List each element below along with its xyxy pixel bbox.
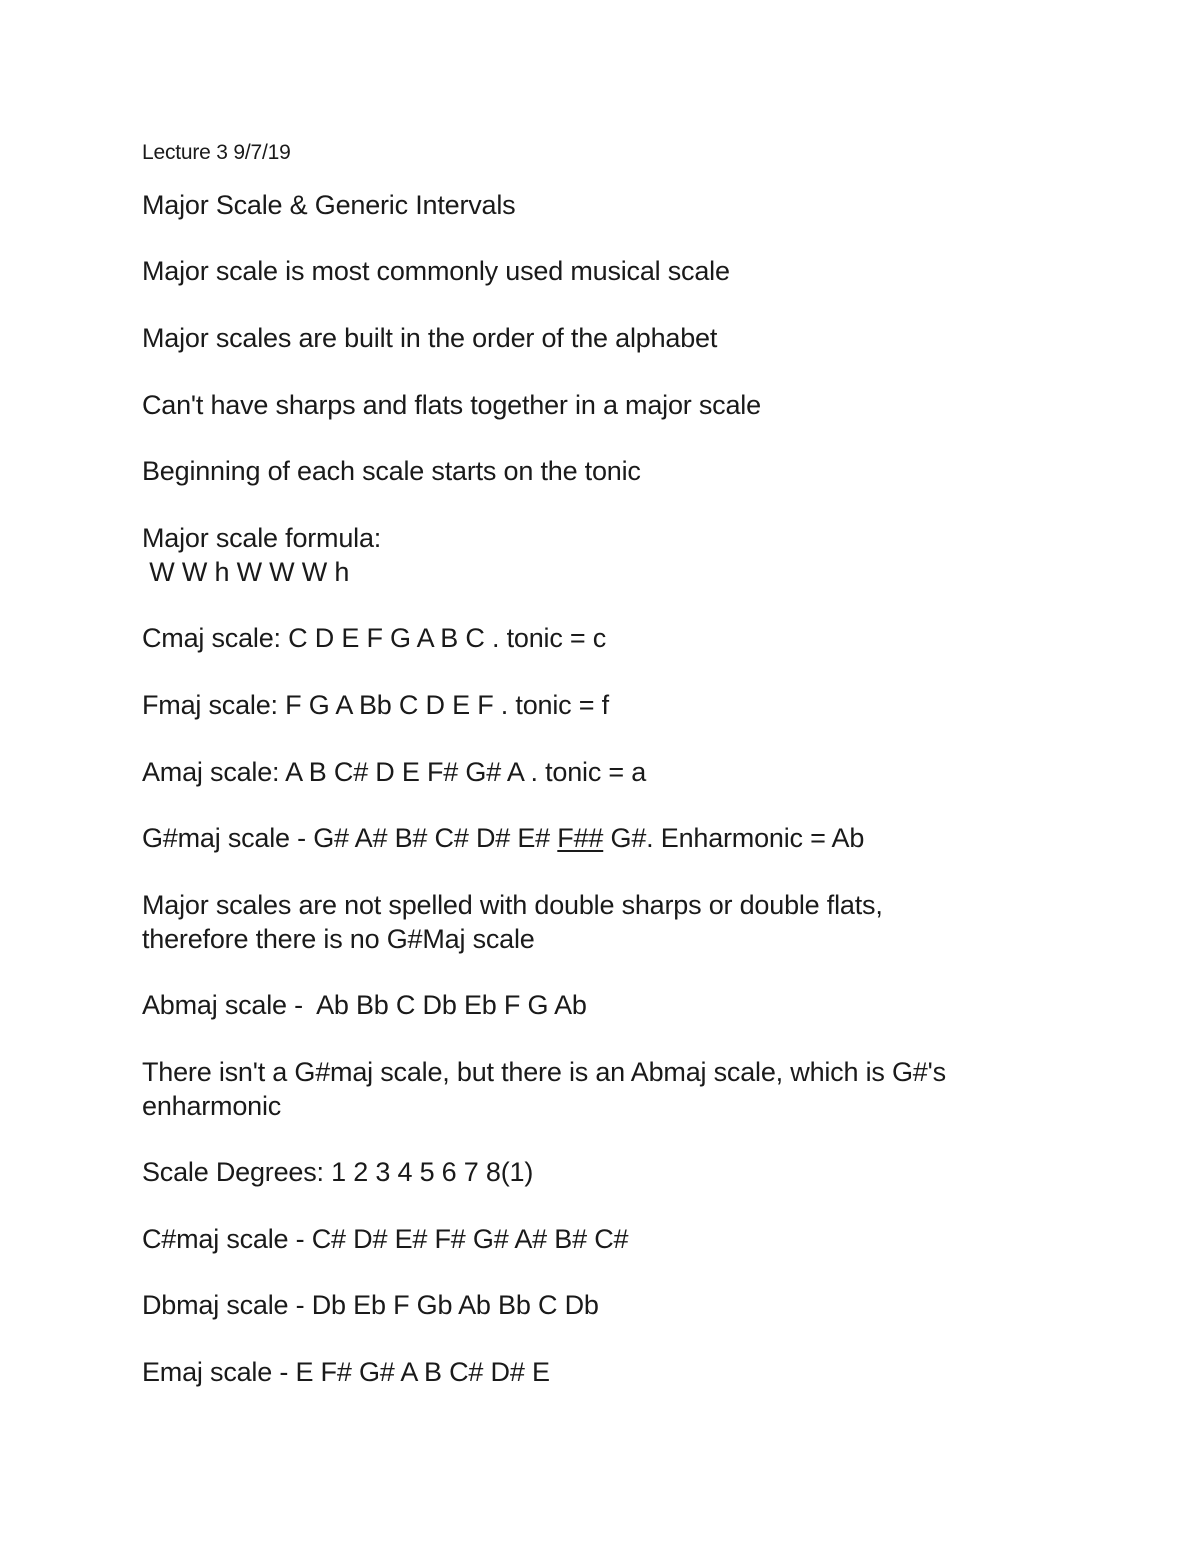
scale-line-fmaj: Fmaj scale: F G A Bb C D E F . tonic = f [142,690,609,720]
scale-line-amaj: Amaj scale: A B C# D E F# G# A . tonic = a [142,757,647,787]
gsharp-text-before: G#maj scale - G# A# B# C# D# E# [142,823,558,853]
note-line: There isn't a G#maj scale, but there is an Abmaj scale, which is G#'s [142,1057,946,1087]
note-line: Major scales are built in the order of the alphabet [142,323,718,353]
scale-line-gsharp [142,821,864,855]
scale-line-cmaj: Cmaj scale: C D E F G A B C . tonic = c [142,623,607,653]
lecture-header: Lecture 3 9/7/19 [142,141,291,164]
scale-line-dbmaj: Dbmaj scale - Db Eb F Gb Ab Bb C Db [142,1290,599,1320]
note-line: therefore there is no G#Maj scale [142,924,535,954]
scale-line-abmaj: Abmaj scale - Ab Bb C Db Eb F G Ab [142,990,587,1020]
note-line: Major scale is most commonly used musical scale [142,256,730,286]
formula-label: Major scale formula: [142,523,382,553]
scale-line-emaj: Emaj scale - E F# G# A B C# D# E [142,1357,550,1387]
note-line: Can't have sharps and flats together in a major scale [142,390,761,420]
note-line: Beginning of each scale starts on the tonic [142,456,641,486]
scale-degrees: Scale Degrees: 1 2 3 4 5 6 7 8(1) [142,1157,534,1187]
notes-title: Major Scale & Generic Intervals [142,190,516,220]
scale-line-csharp: C#maj scale - C# D# E# F# G# A# B# C# [142,1224,629,1254]
gsharp-underlined-note: F## [557,823,604,853]
note-line: enharmonic [142,1091,282,1121]
gsharp-text-after: G#. Enharmonic = Ab [603,823,865,853]
formula-steps: W W h W W W h [142,557,350,587]
note-line: Major scales are not spelled with double sharps or double flats, [142,890,883,920]
